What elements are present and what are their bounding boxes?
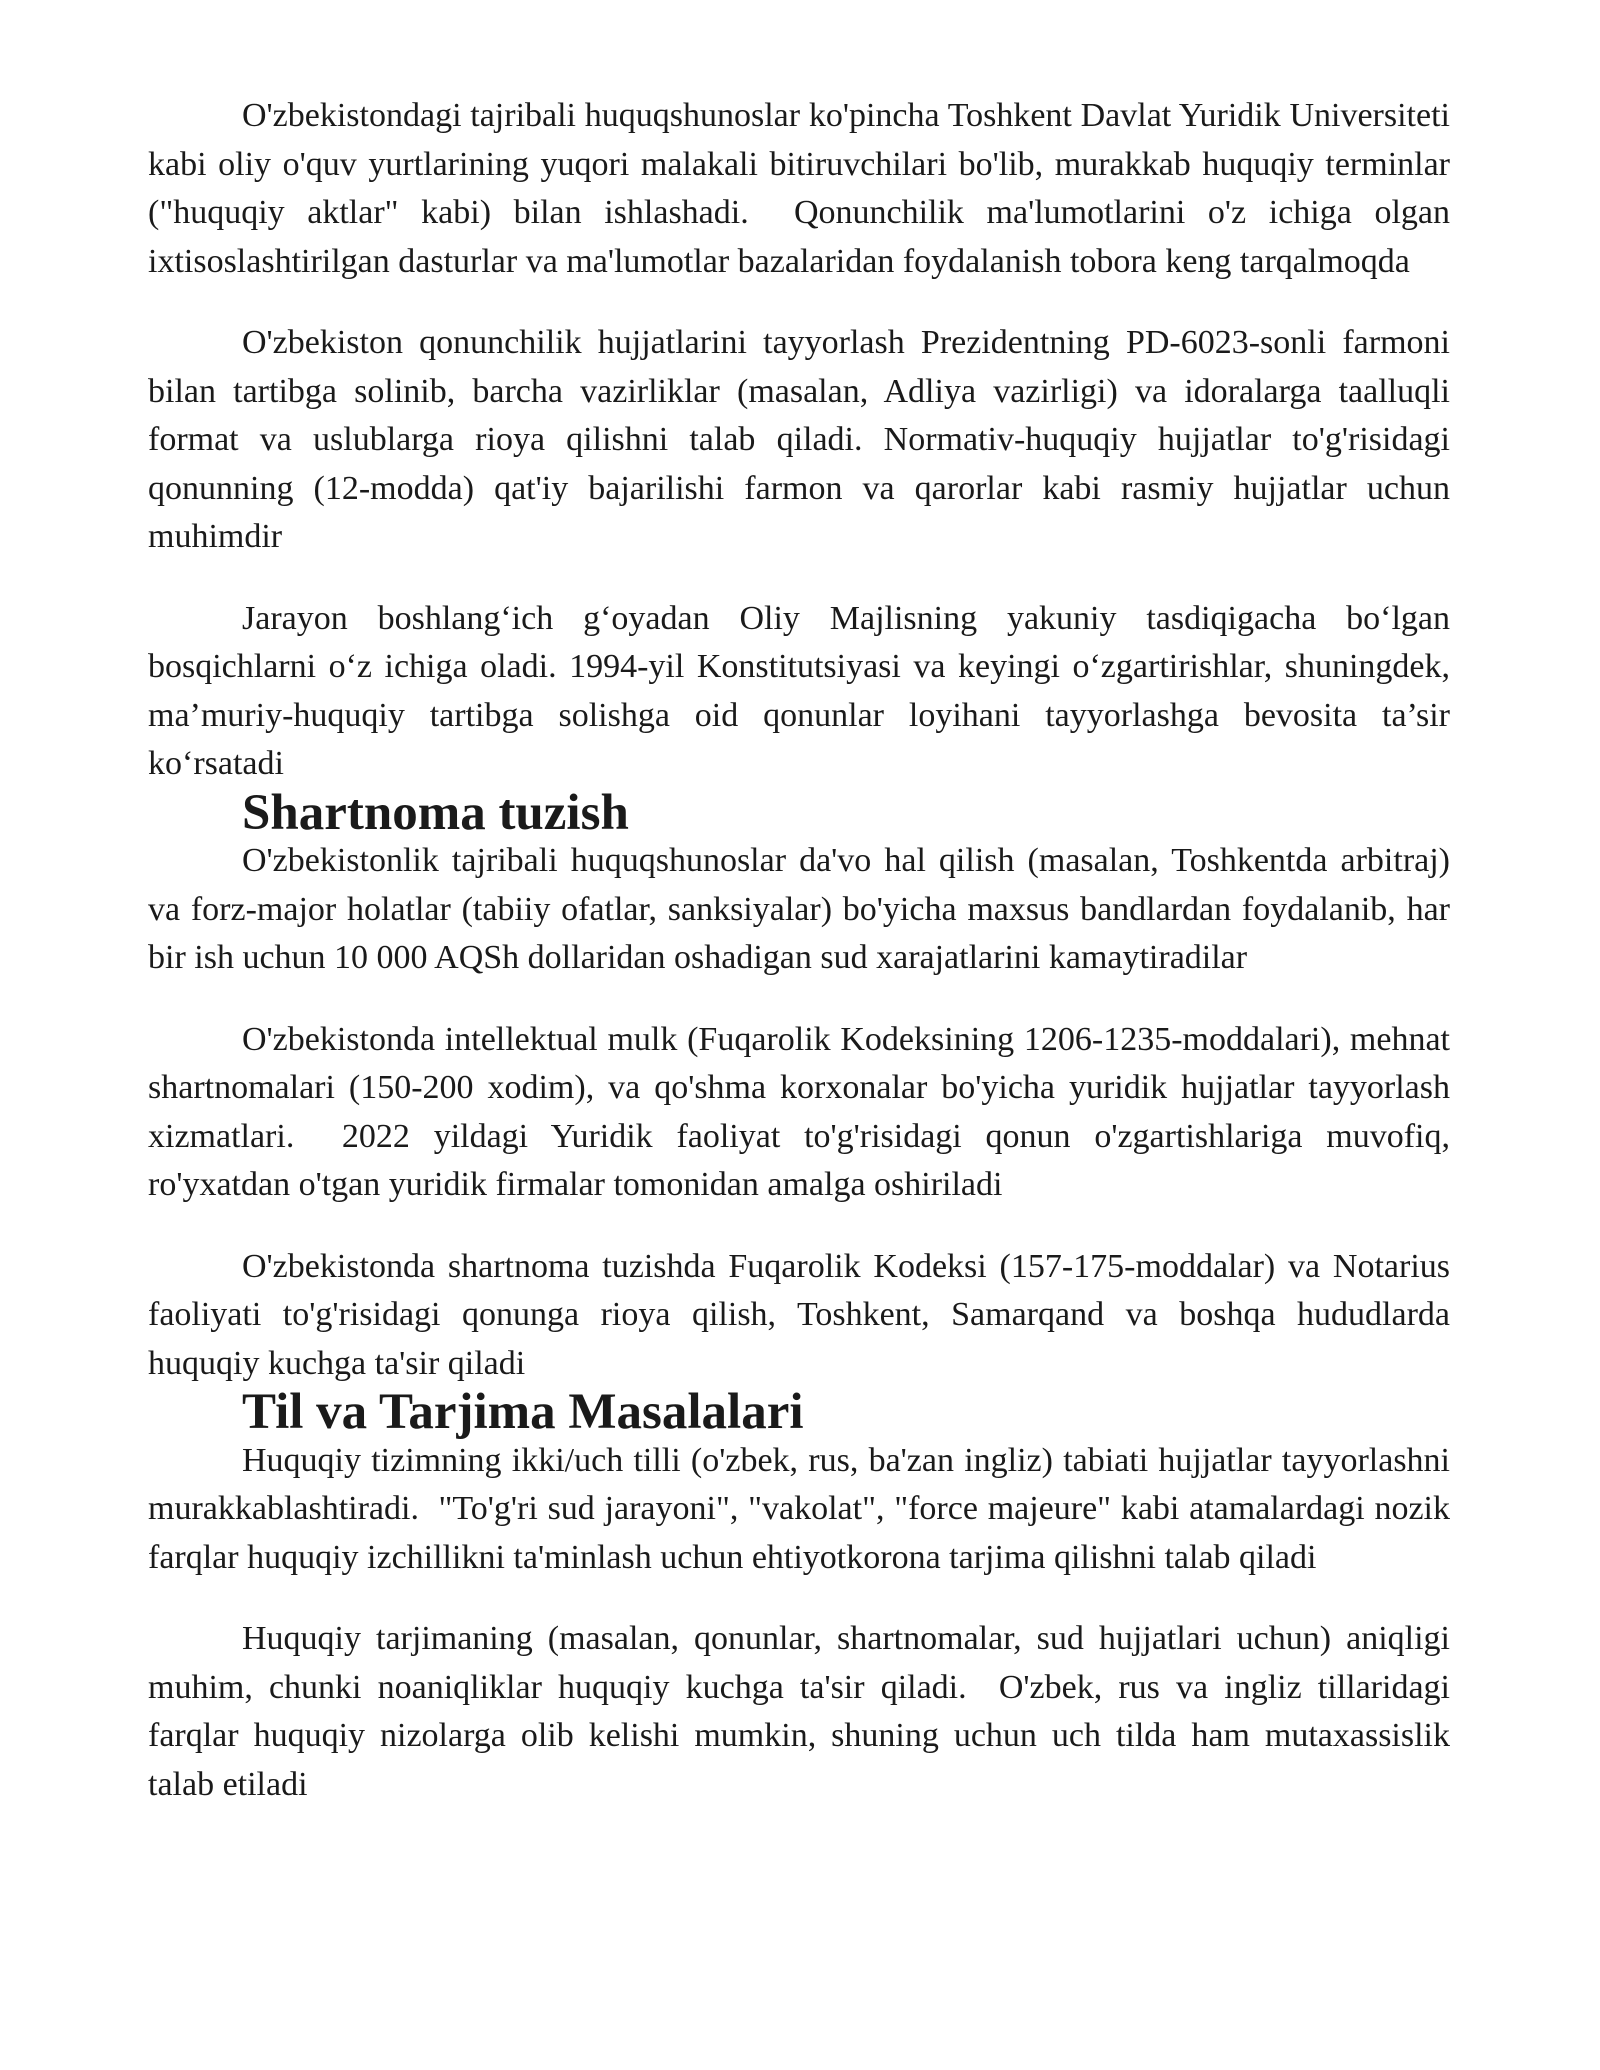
document-body — [148, 92, 1459, 1809]
paragraph-dispute-clauses: O'zbekistonlik tajribali huquqshunoslar da'vo hal qilish (masalan, Toshkentda arbitraj) va forz-major holatlar (tabiiy ofatlar, sanksiyalar) bo'yicha maxsus bandlardan foydalanib, har bir ish uchun 10 000 AQSh dollaridan oshadigan sud xarajatlarini kamaytiradilar — [148, 842, 1459, 976]
paragraph-legislative-drafting: O'zbekiston qonunchilik hujjatlarini tayyorlash Prezidentning PD-6023-sonli farmoni bilan tartibga solinib, barcha vazirliklar (masalan, Adliya vazirligi) va idoralarga taalluqli format va uslublarga rioya qilishni talab qiladi. Normativ-huquqiy hujjatlar to'g'risidagi qonunning (12-modda) qat'iy bajarilishi farmon va qarorlar kabi rasmiy hujjatlar uchun muhimdir — [148, 324, 1459, 555]
paragraph-lawyers-tools: O'zbekistondagi tajribali huquqshunoslar ko'pincha Toshkent Davlat Yuridik Universiteti kabi oliy o'quv yurtlarining yuqori malakali bitiruvchilari bo'lib, murakkab huquqiy terminlar ("huquqiy aktlar" kabi) bilan ishlashadi. Qonunchilik ma'lumotlarini o'z ichiga olgan ixtisoslashtirilgan dasturlar va ma'lumotlar bazalaridan foydalanish tobora keng tarqalmoqda — [148, 97, 1459, 280]
section-heading-contract: Shartnoma tuzish — [242, 784, 629, 841]
section-heading-language: Til va Tarjima Masalalari — [242, 1384, 804, 1440]
paragraph-legal-services: O'zbekistonda intellektual mulk (Fuqarolik Kodeksining 1206-1235-moddalari), mehnat shartnomalari (150-200 xodim), va qo'shma korxonalar bo'yicha yuridik hujjatlar tayyorlash xizmatlari. 2022 yildagi Yuridik faoliyat to'g'risidagi qonun o'zgartishlariga muvofiq, ro'yxatdan o'tgan yuridik firmalar tomonidan amalga oshiriladi — [148, 1020, 1459, 1203]
paragraph-process-stages: Jarayon boshlang‘ich g‘oyadan Oliy Majlisning yakuniy tasdiqigacha bo‘lgan bosqichlarni o‘z ichiga oladi. 1994-yil Konstitutsiyasi va keyingi o‘zgartirishlar, shuningdek, ma’muriy-huquqiy tartibga solishga oid qonunlar loyihani tayyorlashga bevosita ta’sir ko‘rsatadi — [148, 599, 1459, 782]
paragraph-multilingual-system: Huquqiy tizimning ikki/uch tilli (o'zbek, rus, ba'zan ingliz) tabiati hujjatlar tayyorlashni murakkablashtiradi. "To'g'ri sud jarayoni", "vakolat", "force majeure" kabi atamalardagi nozik farqlar huquqiy izchillikni ta'minlash uchun ehtiyotkorona tarjima qilishni talab qiladi — [148, 1441, 1459, 1576]
paragraph-civil-code: O'zbekistonda shartnoma tuzishda Fuqarolik Kodeksi (157-175-moddalar) va Notarius faoliyati to'g'risidagi qonunga rioya qilish, Toshkent, Samarqand va boshqa hududlarda huquqiy kuchga ta'sir qiladi — [148, 1247, 1459, 1382]
paragraph-translation-accuracy: Huquqiy tarjimaning (masalan, qonunlar, shartnomalar, sud hujjatlari uchun) aniqligi muhim, chunki noaniqliklar huquqiy kuchga ta'sir qiladi. O'zbek, rus va ingliz tillaridagi farqlar huquqiy nizolarga olib kelishi mumkin, shuning uchun uch tilda ham mutaxassislik talab etiladi — [148, 1620, 1459, 1803]
